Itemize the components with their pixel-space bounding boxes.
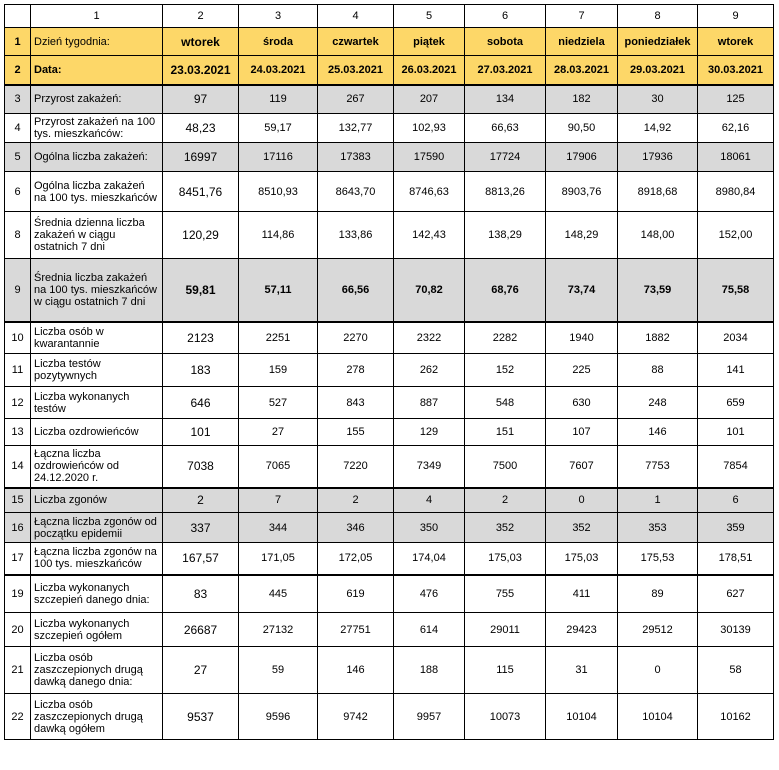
value-cell: 73,59	[618, 259, 698, 322]
value-cell: 114,86	[239, 212, 318, 259]
value-cell: 17724	[465, 143, 546, 172]
row-number: 2	[5, 56, 31, 85]
value-cell: 28.03.2021	[546, 56, 618, 85]
value-cell: 352	[546, 513, 618, 543]
value-cell: 359	[698, 513, 774, 543]
row-number: 3	[5, 85, 31, 114]
row-label: Średnia dzienna liczba zakażeń w ciągu ostatnich 7 dni	[31, 212, 163, 259]
value-cell: 146	[318, 647, 394, 694]
table-row	[5, 513, 774, 543]
table-row	[5, 575, 774, 613]
row-label: Liczba zgonów	[31, 488, 163, 513]
value-cell: 75,58	[698, 259, 774, 322]
column-header: 1	[31, 5, 163, 28]
value-cell: 8980,84	[698, 172, 774, 212]
value-cell: 172,05	[318, 543, 394, 575]
value-cell: 344	[239, 513, 318, 543]
value-cell: 2123	[163, 322, 239, 354]
row-number: 1	[5, 28, 31, 56]
value-cell: 8813,26	[465, 172, 546, 212]
value-cell: 8903,76	[546, 172, 618, 212]
value-cell: 29.03.2021	[618, 56, 698, 85]
value-cell: 627	[698, 575, 774, 613]
value-cell: 73,74	[546, 259, 618, 322]
row-number: 21	[5, 647, 31, 694]
table-row	[5, 488, 774, 513]
value-cell: 148,29	[546, 212, 618, 259]
value-cell: 62,16	[698, 114, 774, 143]
value-cell: 7065	[239, 446, 318, 488]
value-cell: 7038	[163, 446, 239, 488]
table-row	[5, 28, 774, 56]
value-cell: 146	[618, 419, 698, 446]
value-cell: wtorek	[698, 28, 774, 56]
value-cell: 9596	[239, 694, 318, 740]
value-cell: 89	[618, 575, 698, 613]
table-row	[5, 85, 774, 114]
table-row	[5, 387, 774, 419]
table-row	[5, 613, 774, 647]
value-cell: 337	[163, 513, 239, 543]
value-cell: 7220	[318, 446, 394, 488]
column-header: 6	[465, 5, 546, 28]
value-cell: 26.03.2021	[394, 56, 465, 85]
value-cell: 101	[163, 419, 239, 446]
value-cell: 152,00	[698, 212, 774, 259]
value-cell: 7753	[618, 446, 698, 488]
value-cell: 9957	[394, 694, 465, 740]
row-label: Liczba wykonanych szczepień danego dnia:	[31, 575, 163, 613]
value-cell: 7607	[546, 446, 618, 488]
row-number: 22	[5, 694, 31, 740]
value-cell: 68,76	[465, 259, 546, 322]
value-cell: 630	[546, 387, 618, 419]
value-cell: 182	[546, 85, 618, 114]
value-cell: 66,56	[318, 259, 394, 322]
value-cell: 97	[163, 85, 239, 114]
value-cell: 90,50	[546, 114, 618, 143]
value-cell: 175,53	[618, 543, 698, 575]
row-number: 15	[5, 488, 31, 513]
value-cell: 4	[394, 488, 465, 513]
value-cell: 27132	[239, 613, 318, 647]
row-number: 13	[5, 419, 31, 446]
value-cell: wtorek	[163, 28, 239, 56]
value-cell: 175,03	[465, 543, 546, 575]
value-cell: 159	[239, 354, 318, 387]
value-cell: 23.03.2021	[163, 56, 239, 85]
row-number: 12	[5, 387, 31, 419]
table-row	[5, 212, 774, 259]
value-cell: 619	[318, 575, 394, 613]
value-cell: 2	[318, 488, 394, 513]
column-header-row	[5, 5, 774, 28]
column-header: 4	[318, 5, 394, 28]
row-number: 6	[5, 172, 31, 212]
row-number: 16	[5, 513, 31, 543]
value-cell: 125	[698, 85, 774, 114]
table-row	[5, 143, 774, 172]
value-cell: 17383	[318, 143, 394, 172]
column-header: 2	[163, 5, 239, 28]
value-cell: 59,81	[163, 259, 239, 322]
row-label: Przyrost zakażeń na 100 tys. mieszkańców:	[31, 114, 163, 143]
value-cell: 27751	[318, 613, 394, 647]
value-cell: 2270	[318, 322, 394, 354]
value-cell: 352	[465, 513, 546, 543]
value-cell: 9537	[163, 694, 239, 740]
value-cell: 59,17	[239, 114, 318, 143]
value-cell: 2	[163, 488, 239, 513]
value-cell: 2322	[394, 322, 465, 354]
row-number: 20	[5, 613, 31, 647]
value-cell: środa	[239, 28, 318, 56]
value-cell: 30	[618, 85, 698, 114]
row-number: 4	[5, 114, 31, 143]
row-label: Liczba osób zaszczepionych drugą dawką ogółem	[31, 694, 163, 740]
value-cell: 278	[318, 354, 394, 387]
value-cell: 0	[546, 488, 618, 513]
value-cell: 188	[394, 647, 465, 694]
value-cell: 225	[546, 354, 618, 387]
column-header: 5	[394, 5, 465, 28]
value-cell: 0	[618, 647, 698, 694]
row-label: Liczba wykonanych szczepień ogółem	[31, 613, 163, 647]
value-cell: 2	[465, 488, 546, 513]
value-cell: 755	[465, 575, 546, 613]
value-cell: 31	[546, 647, 618, 694]
row-number: 14	[5, 446, 31, 488]
column-header: 9	[698, 5, 774, 28]
value-cell: 27	[239, 419, 318, 446]
row-label: Przyrost zakażeń:	[31, 85, 163, 114]
column-header: 3	[239, 5, 318, 28]
value-cell: piątek	[394, 28, 465, 56]
value-cell: 88	[618, 354, 698, 387]
row-label: Średnia liczba zakażeń na 100 tys. mieszkańców w ciągu ostatnich 7 dni	[31, 259, 163, 322]
value-cell: 132,77	[318, 114, 394, 143]
value-cell: 7349	[394, 446, 465, 488]
value-cell: 148,00	[618, 212, 698, 259]
value-cell: 17116	[239, 143, 318, 172]
value-cell: 6	[698, 488, 774, 513]
value-cell: sobota	[465, 28, 546, 56]
value-cell: 10104	[618, 694, 698, 740]
value-cell: 167,57	[163, 543, 239, 575]
value-cell: 8643,70	[318, 172, 394, 212]
value-cell: 14,92	[618, 114, 698, 143]
row-label: Liczba wykonanych testów	[31, 387, 163, 419]
value-cell: 411	[546, 575, 618, 613]
table-row	[5, 419, 774, 446]
value-cell: 27	[163, 647, 239, 694]
row-number: 17	[5, 543, 31, 575]
row-number: 5	[5, 143, 31, 172]
value-cell: 138,29	[465, 212, 546, 259]
value-cell: 83	[163, 575, 239, 613]
value-cell: 133,86	[318, 212, 394, 259]
table-row	[5, 56, 774, 85]
value-cell: 2282	[465, 322, 546, 354]
row-number: 10	[5, 322, 31, 354]
value-cell: 24.03.2021	[239, 56, 318, 85]
value-cell: 8746,63	[394, 172, 465, 212]
value-cell: 10162	[698, 694, 774, 740]
value-cell: 614	[394, 613, 465, 647]
value-cell: 1940	[546, 322, 618, 354]
value-cell: 646	[163, 387, 239, 419]
value-cell: 18061	[698, 143, 774, 172]
row-label: Liczba osób zaszczepionych drugą dawką danego dnia:	[31, 647, 163, 694]
value-cell: 29512	[618, 613, 698, 647]
value-cell: 17906	[546, 143, 618, 172]
row-number: 19	[5, 575, 31, 613]
value-cell: 8451,76	[163, 172, 239, 212]
value-cell: 262	[394, 354, 465, 387]
row-label: Liczba testów pozytywnych	[31, 354, 163, 387]
value-cell: poniedziałek	[618, 28, 698, 56]
value-cell: 17590	[394, 143, 465, 172]
value-cell: 151	[465, 419, 546, 446]
table-row	[5, 259, 774, 322]
row-label: Łączna liczba zgonów od początku epidemii	[31, 513, 163, 543]
value-cell: 476	[394, 575, 465, 613]
table-row	[5, 354, 774, 387]
table-row	[5, 446, 774, 488]
row-label: Ogólna liczba zakażeń:	[31, 143, 163, 172]
row-label: Liczba osób w kwarantannie	[31, 322, 163, 354]
value-cell: 346	[318, 513, 394, 543]
row-label: Liczba ozdrowieńców	[31, 419, 163, 446]
value-cell: 101	[698, 419, 774, 446]
row-label: Łączna liczba zgonów na 100 tys. mieszkańców	[31, 543, 163, 575]
value-cell: 887	[394, 387, 465, 419]
value-cell: 66,63	[465, 114, 546, 143]
table-row	[5, 114, 774, 143]
table-row	[5, 647, 774, 694]
value-cell: 120,29	[163, 212, 239, 259]
value-cell: 59	[239, 647, 318, 694]
value-cell: 207	[394, 85, 465, 114]
value-cell: czwartek	[318, 28, 394, 56]
value-cell: 16997	[163, 143, 239, 172]
value-cell: 48,23	[163, 114, 239, 143]
value-cell: 659	[698, 387, 774, 419]
value-cell: 2251	[239, 322, 318, 354]
value-cell: 548	[465, 387, 546, 419]
row-label: Ogólna liczba zakażeń na 100 tys. mieszkańców	[31, 172, 163, 212]
row-label: Łączna liczba ozdrowieńców od 24.12.2020 r.	[31, 446, 163, 488]
value-cell: 843	[318, 387, 394, 419]
value-cell: 25.03.2021	[318, 56, 394, 85]
table-row	[5, 322, 774, 354]
row-number: 9	[5, 259, 31, 322]
value-cell: 102,93	[394, 114, 465, 143]
value-cell: 175,03	[546, 543, 618, 575]
value-cell: 115	[465, 647, 546, 694]
value-cell: niedziela	[546, 28, 618, 56]
value-cell: 27.03.2021	[465, 56, 546, 85]
value-cell: 155	[318, 419, 394, 446]
value-cell: 174,04	[394, 543, 465, 575]
value-cell: 1882	[618, 322, 698, 354]
value-cell: 142,43	[394, 212, 465, 259]
column-header: 7	[546, 5, 618, 28]
value-cell: 8510,93	[239, 172, 318, 212]
value-cell: 178,51	[698, 543, 774, 575]
corner-cell	[5, 5, 31, 28]
data-table	[4, 4, 774, 740]
row-number: 11	[5, 354, 31, 387]
column-header: 8	[618, 5, 698, 28]
value-cell: 445	[239, 575, 318, 613]
value-cell: 152	[465, 354, 546, 387]
table-row	[5, 543, 774, 575]
value-cell: 17936	[618, 143, 698, 172]
value-cell: 527	[239, 387, 318, 419]
value-cell: 29423	[546, 613, 618, 647]
row-label: Dzień tygodnia:	[31, 28, 163, 56]
value-cell: 171,05	[239, 543, 318, 575]
value-cell: 58	[698, 647, 774, 694]
value-cell: 248	[618, 387, 698, 419]
value-cell: 1	[618, 488, 698, 513]
value-cell: 10073	[465, 694, 546, 740]
value-cell: 8918,68	[618, 172, 698, 212]
value-cell: 30.03.2021	[698, 56, 774, 85]
value-cell: 141	[698, 354, 774, 387]
value-cell: 353	[618, 513, 698, 543]
row-label: Data:	[31, 56, 163, 85]
value-cell: 267	[318, 85, 394, 114]
table-row	[5, 172, 774, 212]
value-cell: 57,11	[239, 259, 318, 322]
value-cell: 7854	[698, 446, 774, 488]
table-row	[5, 694, 774, 740]
value-cell: 2034	[698, 322, 774, 354]
value-cell: 10104	[546, 694, 618, 740]
value-cell: 7500	[465, 446, 546, 488]
value-cell: 350	[394, 513, 465, 543]
value-cell: 107	[546, 419, 618, 446]
value-cell: 9742	[318, 694, 394, 740]
value-cell: 30139	[698, 613, 774, 647]
value-cell: 129	[394, 419, 465, 446]
value-cell: 183	[163, 354, 239, 387]
value-cell: 26687	[163, 613, 239, 647]
value-cell: 29011	[465, 613, 546, 647]
row-number: 8	[5, 212, 31, 259]
value-cell: 119	[239, 85, 318, 114]
value-cell: 70,82	[394, 259, 465, 322]
value-cell: 134	[465, 85, 546, 114]
value-cell: 7	[239, 488, 318, 513]
